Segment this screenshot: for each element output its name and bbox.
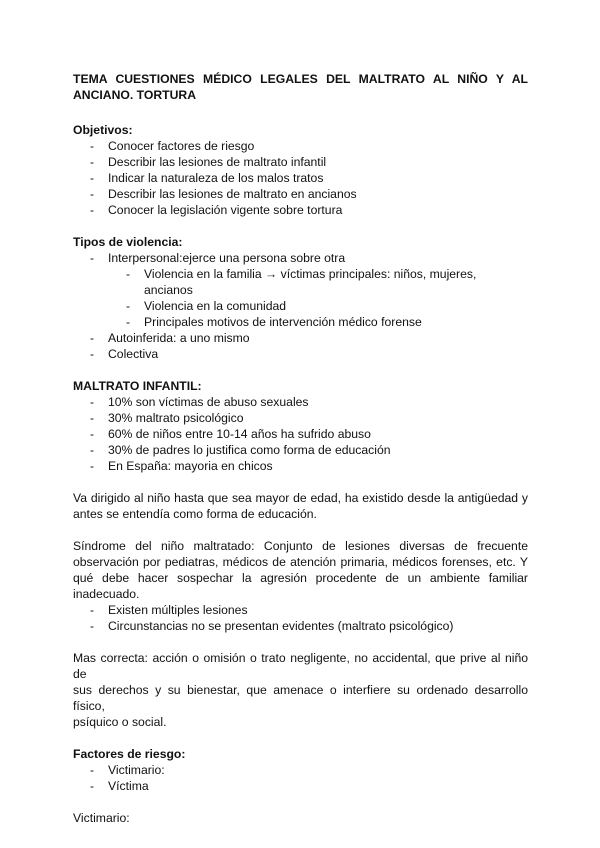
list-item: - Conocer la legislación vigente sobre tortura	[73, 202, 528, 218]
factores-heading: Factores de riesgo:	[73, 747, 186, 761]
list-item: - 60% de niños entre 10-14 años ha sufrido abuso	[73, 426, 528, 442]
tipos-list	[73, 250, 528, 362]
list-item	[73, 250, 528, 330]
paragraph-line: observación por pediatras, médicos de atención primaria, médicos forenses, etc. Y	[73, 555, 528, 569]
list-item: - En España: mayoria en chicos	[73, 458, 528, 474]
title-line-1: TEMA CUESTIONES MÉDICO LEGALES DEL MALTRATO AL NIÑO Y AL	[73, 72, 528, 86]
paragraph-line: qué debe hacer sospechar la agresión procedente de un ambiente familiar	[73, 571, 528, 585]
paragraph-mas-correcta	[73, 650, 528, 730]
paragraph-line: Va dirigido al niño hasta que sea mayor de edad, ha existido desde la antigüedad y	[73, 491, 528, 505]
paragraph-line: inadecuado.	[73, 587, 140, 601]
paragraph-line: Victimario:	[73, 811, 130, 825]
list-item: - Colectiva	[73, 346, 528, 362]
list-item: - Existen múltiples lesiones	[73, 602, 528, 618]
list-item: - 10% son víctimas de abuso sexuales	[73, 394, 528, 410]
paragraph-line: psíquico o social.	[73, 715, 167, 729]
list-item: - Indicar la naturaleza de los malos tratos	[73, 170, 528, 186]
paragraph-line: sus derechos y su bienestar, que amenace o interfiere su ordenado desarrollo físico,	[73, 683, 528, 713]
objetivos-list	[73, 138, 528, 218]
paragraph-line: Mas correcta: acción o omisión o trato negligente, no accidental, que prive al niño de	[73, 651, 528, 681]
list-item-text: Interpersonal:ejerce una persona sobre otra	[108, 251, 346, 265]
paragraph-definicion	[73, 490, 528, 522]
maltrato-heading: MALTRATO INFANTIL:	[73, 379, 202, 393]
document-title	[73, 71, 528, 103]
paragraph-sindrome	[73, 538, 528, 602]
paragraph-line: antes se entendía como forma de educación.	[73, 507, 317, 521]
list-item: - Conocer factores de riesgo	[73, 138, 528, 154]
list-item: - Principales motivos de intervención médico forense	[108, 314, 528, 330]
maltrato-list	[73, 394, 528, 474]
list-item: - Describir las lesiones de maltrato en ancianos	[73, 186, 528, 202]
list-item: - 30% de padres lo justifica como forma de educación	[73, 442, 528, 458]
list-item: - Victimario:	[73, 762, 528, 778]
title-line-2: ANCIANO. TORTURA	[73, 88, 196, 102]
list-item: - Describir las lesiones de maltrato infantil	[73, 154, 528, 170]
document-content	[73, 71, 528, 826]
tipos-heading: Tipos de violencia:	[73, 235, 183, 249]
list-item: - Violencia en la familia → víctimas principales: niños, mujeres, ancianos	[108, 266, 528, 298]
victimario-label	[73, 810, 528, 826]
list-item: - Violencia en la comunidad	[108, 298, 528, 314]
sindrome-list	[73, 602, 528, 634]
paragraph-line: Síndrome del niño maltratado: Conjunto de lesiones diversas de frecuente	[73, 539, 528, 553]
list-item: - Autoinferida: a uno mismo	[73, 330, 528, 346]
list-item: - Circunstancias no se presentan evidentes (maltrato psicológico)	[73, 618, 528, 634]
list-item: - Víctima	[73, 778, 528, 794]
objetivos-heading: Objetivos:	[73, 123, 133, 137]
tipos-sublist	[108, 266, 528, 330]
factores-list	[73, 762, 528, 794]
list-item: - 30% maltrato psicológico	[73, 410, 528, 426]
